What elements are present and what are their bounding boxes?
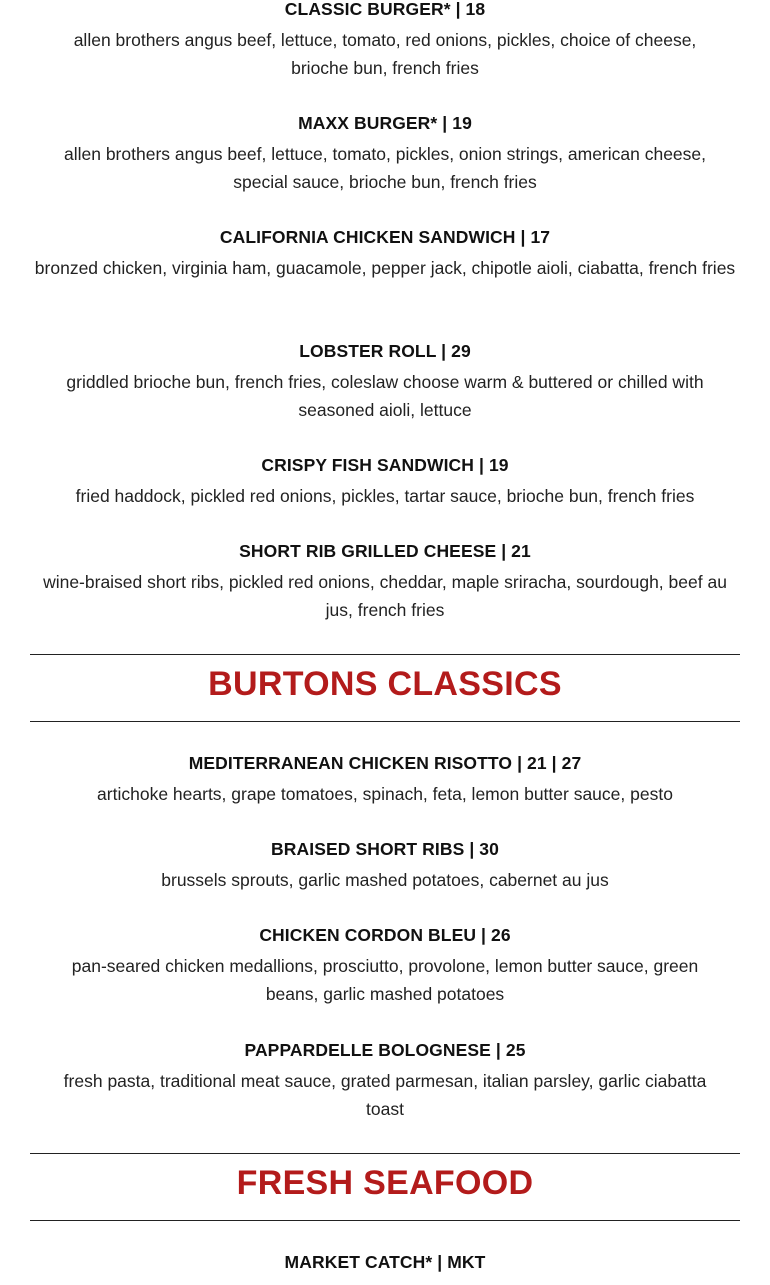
section-divider-bottom bbox=[30, 1220, 740, 1221]
menu-item-classic-burger bbox=[30, 0, 740, 82]
menu-item-title: CLASSIC BURGER* | 18 bbox=[284, 0, 486, 19]
menu-item-title: LOBSTER ROLL | 29 bbox=[299, 341, 471, 361]
menu-item-description: bronzed chicken, virginia ham, guacamole, pepper jack, chipotle aioli, ciabatta, french fries bbox=[34, 258, 736, 278]
menu-item-chicken-cordon-bleu bbox=[30, 924, 740, 1008]
menu-item-title: MEDITERRANEAN CHICKEN RISOTTO | 21 | 27 bbox=[188, 753, 582, 773]
menu-item-description: fresh pasta, traditional meat sauce, grated parmesan, italian parsley, garlic ciabatta toast bbox=[63, 1071, 707, 1119]
menu-item-description: wine-braised short ribs, pickled red onions, cheddar, maple sriracha, sourdough, beef au jus, french fries bbox=[43, 572, 727, 620]
menu-item-description: artichoke hearts, grape tomatoes, spinach, feta, lemon butter sauce, pesto bbox=[97, 784, 673, 804]
menu-item-braised-short-ribs bbox=[30, 838, 740, 894]
menu-item-description: fried haddock, pickled red onions, pickles, tartar sauce, brioche bun, french fries bbox=[75, 486, 695, 506]
menu-item-title: PAPPARDELLE BOLOGNESE | 25 bbox=[244, 1040, 526, 1060]
menu-item-title: CHICKEN CORDON BLEU | 26 bbox=[259, 925, 511, 945]
menu-item-short-rib-grilled-cheese bbox=[30, 540, 740, 624]
menu-item-title: CRISPY FISH SANDWICH | 19 bbox=[261, 455, 509, 475]
section-divider-top bbox=[30, 654, 740, 655]
menu-item-lobster-roll bbox=[30, 340, 740, 424]
menu-item-crispy-fish-sandwich bbox=[30, 454, 740, 510]
menu-item-title: MAXX BURGER* | 19 bbox=[298, 113, 472, 133]
menu-item-description: griddled brioche bun, french fries, coleslaw choose warm & buttered or chilled with seasoned aioli, lettuce bbox=[66, 372, 704, 420]
section-divider-bottom bbox=[30, 721, 740, 722]
menu-item-title: SHORT RIB GRILLED CHEESE | 21 bbox=[239, 541, 531, 561]
menu-item-description: pan-seared chicken medallions, prosciutto, provolone, lemon butter sauce, green beans, garlic mashed potatoes bbox=[71, 956, 699, 1004]
menu-item-title: BRAISED SHORT RIBS | 30 bbox=[271, 839, 499, 859]
menu-item-title: CALIFORNIA CHICKEN SANDWICH | 17 bbox=[219, 227, 551, 247]
menu-item-california-chicken-sandwich bbox=[30, 226, 740, 282]
section-heading-fresh-seafood: FRESH SEAFOOD bbox=[236, 1164, 534, 1202]
menu-item-pappardelle-bolognese bbox=[30, 1039, 740, 1123]
menu-item-market-catch bbox=[30, 1251, 740, 1273]
menu-item-description: brussels sprouts, garlic mashed potatoes, cabernet au jus bbox=[161, 870, 609, 890]
menu-item-description: allen brothers angus beef, lettuce, tomato, pickles, onion strings, american cheese, special sauce, brioche bun, french fries bbox=[63, 144, 707, 192]
menu-item-mediterranean-chicken-risotto bbox=[30, 752, 740, 808]
section-heading-burtons-classics: BURTONS CLASSICS bbox=[208, 665, 562, 703]
menu-item-description: allen brothers angus beef, lettuce, tomato, red onions, pickles, choice of cheese, brioche bun, french fries bbox=[73, 30, 697, 78]
section-divider-top bbox=[30, 1153, 740, 1154]
menu-item-title: MARKET CATCH* | MKT bbox=[284, 1252, 486, 1272]
menu-item-maxx-burger bbox=[30, 112, 740, 196]
